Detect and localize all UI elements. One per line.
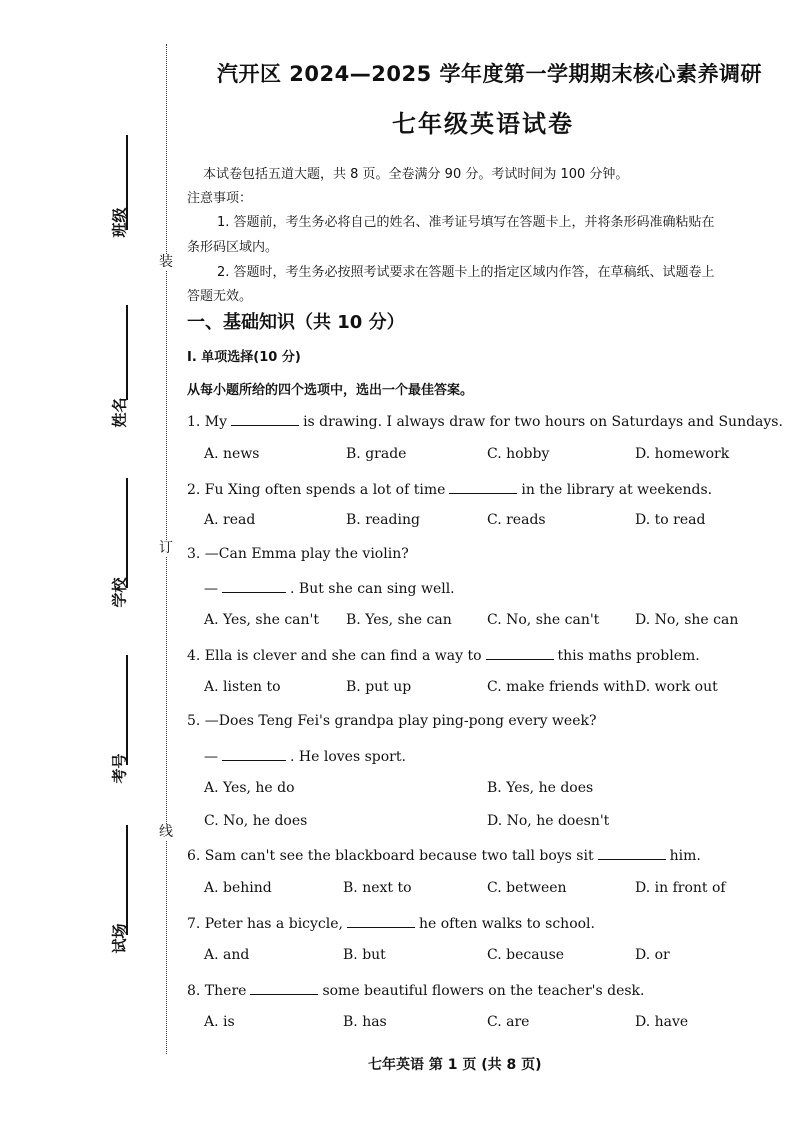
option-4b: B. put up: [346, 679, 412, 695]
question-3-answer: — . But she can sing well.: [204, 581, 455, 597]
option-3b: B. Yes, she can: [346, 612, 452, 628]
part-direction: 从每小题所给的四个选项中，选出一个最佳答案。: [187, 383, 474, 398]
notes-title: 注意事项：: [187, 191, 253, 206]
option-2a: A. read: [204, 512, 256, 528]
option-3d: D. No, she can: [635, 612, 739, 628]
question-5-answer: — . He loves sport.: [204, 749, 406, 765]
name-field-label: 姓名: [110, 397, 129, 428]
option-8d: D. have: [635, 1014, 689, 1030]
option-2d: D. to read: [635, 512, 706, 528]
option-4c: C. make friends with: [487, 679, 635, 695]
option-1a: A. news: [204, 446, 260, 462]
school-field-label: 学校: [110, 577, 129, 608]
option-7a: A. and: [204, 947, 250, 963]
option-3c: C. No, she can't: [487, 612, 600, 628]
exam-room-field-label: 试场: [110, 923, 129, 954]
option-5a: A. Yes, he do: [204, 780, 295, 796]
exam-title: 汽开区 2024—2025 学年度第一学期期末核心素养调研: [217, 62, 763, 86]
option-3a: A. Yes, she can't: [204, 612, 320, 628]
option-7c: C. because: [487, 947, 565, 963]
option-6a: A. behind: [204, 880, 272, 896]
note-2-line-2: 答题无效。: [187, 289, 253, 304]
answer-blank: [347, 914, 415, 928]
option-1b: B. grade: [346, 446, 407, 462]
question-5: 5. —Does Teng Fei's grandpa play ping-pong every week?: [187, 713, 597, 729]
question-3: 3. —Can Emma play the violin?: [187, 546, 409, 562]
option-1d: D. homework: [635, 446, 730, 462]
option-5d: D. No, he doesn't: [487, 813, 610, 829]
answer-blank: [222, 747, 286, 761]
binding-mark-xian: 线: [159, 824, 173, 840]
exam-subtitle: 七年级英语试卷: [392, 110, 574, 138]
option-2b: B. reading: [346, 512, 420, 528]
question-2: 2. Fu Xing often spends a lot of time in the library at weekends.: [187, 482, 713, 498]
note-2-line-1: 2. 答题时，考生务必按照考试要求在答题卡上的指定区域内作答，在草稿纸、试题卷上: [217, 265, 715, 280]
option-2c: C. reads: [487, 512, 546, 528]
option-6c: C. between: [487, 880, 567, 896]
option-5b: B. Yes, he does: [487, 780, 594, 796]
answer-blank: [486, 646, 554, 660]
question-8: 8. There some beautiful flowers on the teacher's desk.: [187, 983, 645, 999]
question-6: 6. Sam can't see the blackboard because two tall boys sit him.: [187, 848, 701, 864]
option-5c: C. No, he does: [204, 813, 308, 829]
option-6d: D. in front of: [635, 880, 726, 896]
option-4d: D. work out: [635, 679, 718, 695]
answer-blank: [449, 480, 517, 494]
name-field-line: [126, 305, 128, 400]
answer-blank: [231, 412, 299, 426]
option-1c: C. hobby: [487, 446, 550, 462]
class-field-label: 班级: [110, 207, 129, 238]
binding-mark-ding: 订: [159, 540, 173, 556]
answer-blank: [250, 981, 318, 995]
exam-room-field-line: [126, 825, 128, 935]
section-title: 一、基础知识（共 10 分）: [187, 312, 405, 333]
answer-blank: [598, 846, 666, 860]
question-1: 1. My is drawing. I always draw for two hours on Saturdays and Sundays.: [187, 414, 783, 430]
note-1-line-1: 1. 答题前，考生务必将自己的姓名、准考证号填写在答题卡上，并将条形码准确粘贴在: [217, 215, 715, 230]
binding-mark-zhuang: 装: [159, 254, 173, 270]
page-footer: 七年英语 第 1 页 (共 8 页): [368, 1057, 542, 1073]
option-7d: D. or: [635, 947, 670, 963]
instructions-intro: 本试卷包括五道大题，共 8 页。全卷满分 90 分。考试时间为 100 分钟。: [203, 167, 629, 182]
part-title: Ⅰ. 单项选择(10 分): [187, 350, 301, 365]
exam-number-field-label: 考号: [110, 753, 129, 784]
option-4a: A. listen to: [204, 679, 281, 695]
exam-number-field-line: [126, 655, 128, 765]
question-7: 7. Peter has a bicycle, he often walks to school.: [187, 916, 595, 932]
question-4: 4. Ella is clever and she can find a way to this maths problem.: [187, 648, 700, 664]
school-field-line: [126, 478, 128, 588]
answer-blank: [222, 579, 286, 593]
option-6b: B. next to: [343, 880, 412, 896]
option-7b: B. but: [343, 947, 386, 963]
option-8b: B. has: [343, 1014, 387, 1030]
note-1-line-2: 条形码区域内。: [187, 240, 279, 255]
option-8a: A. is: [204, 1014, 235, 1030]
option-8c: C. are: [487, 1014, 530, 1030]
